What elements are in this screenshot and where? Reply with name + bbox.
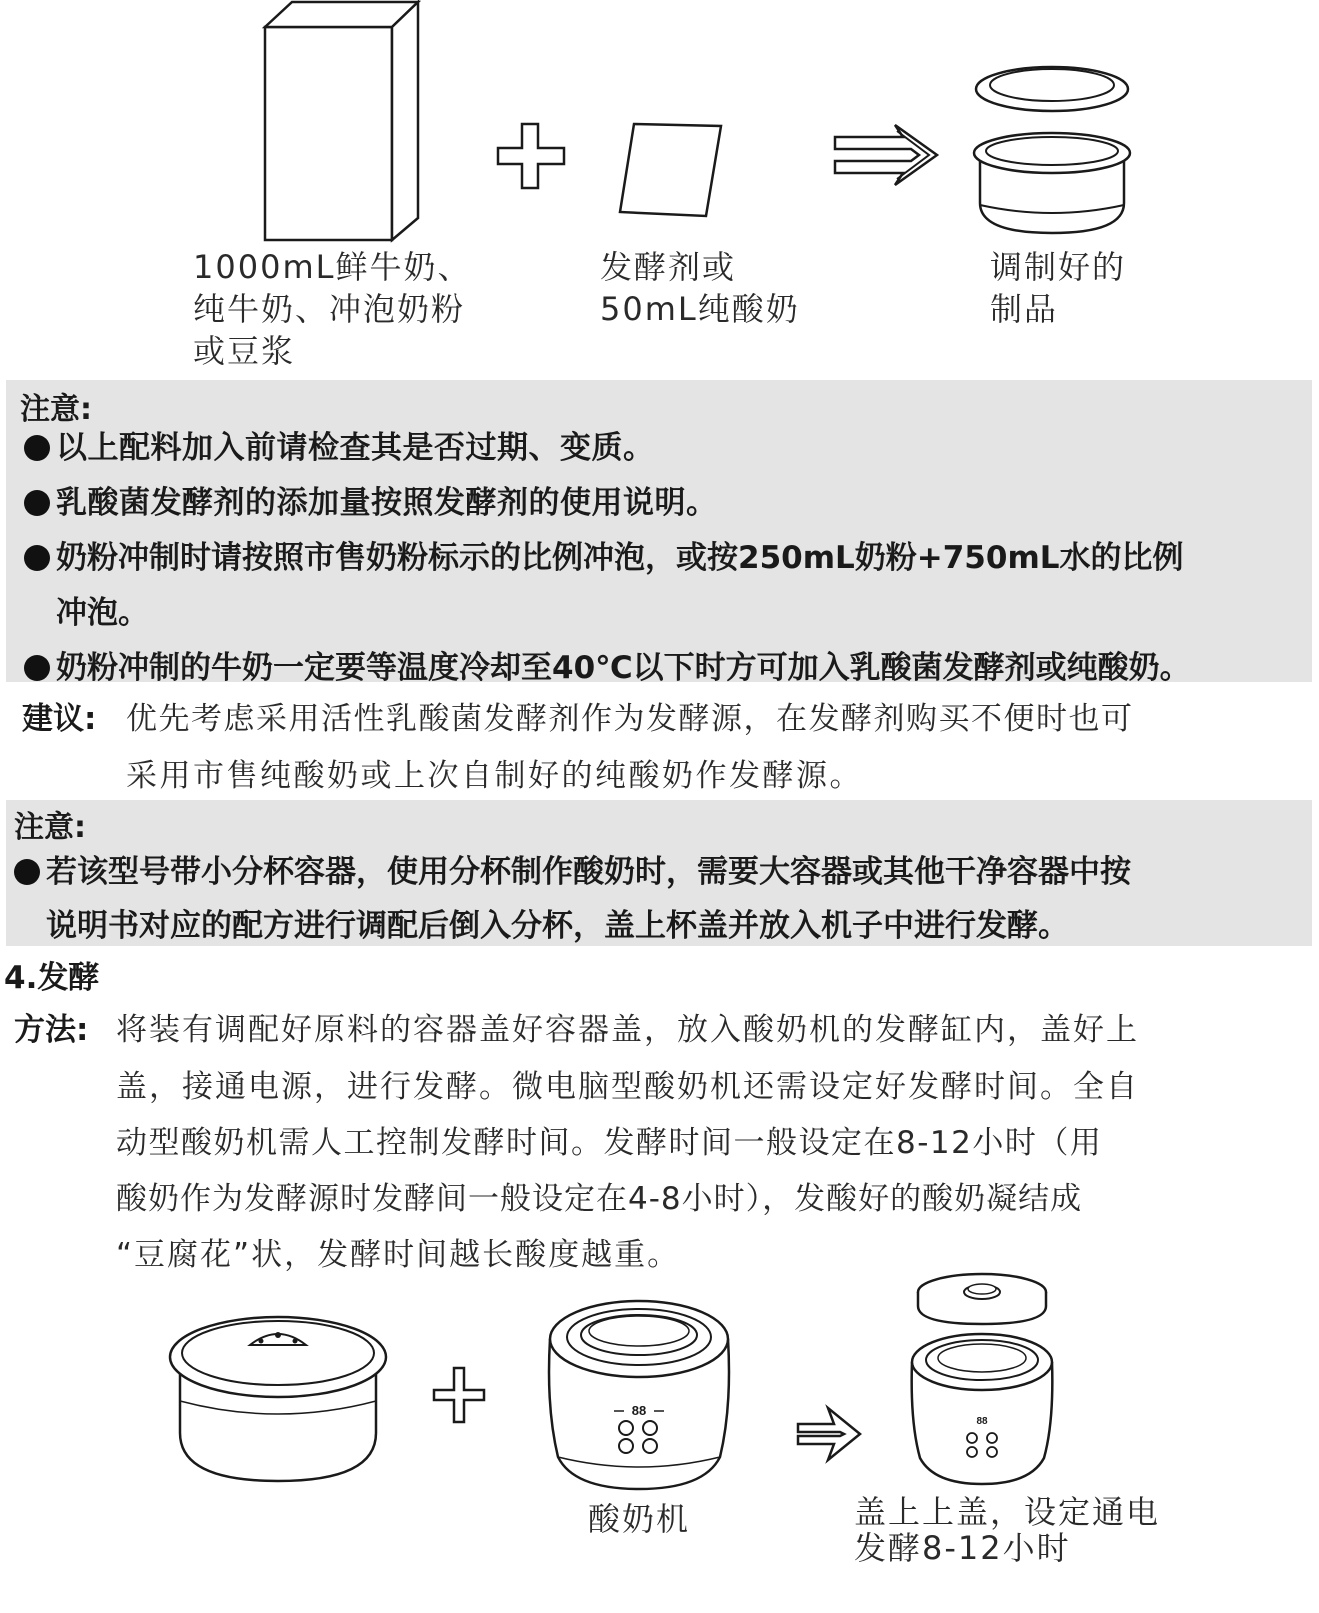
plus-icon: [496, 122, 566, 190]
notice-box-cups: [6, 800, 1312, 946]
section-heading: 4.发酵: [4, 960, 100, 996]
covered-container-icon: [166, 1305, 390, 1485]
bullet-icon: [14, 859, 40, 885]
starter-caption-line: 发酵剂或: [600, 248, 737, 286]
starter-caption-line: 50mL纯酸奶: [600, 290, 800, 328]
suggestion-line: 优先考虑采用活性乳酸菌发酵剂作为发酵源，在发酵剂购买不便时也可: [126, 701, 1134, 737]
notice-item: [24, 422, 655, 467]
notice-item-text: 以上配料加入前请检查其是否过期、变质。: [56, 430, 655, 466]
notice-item-text: 乳酸菌发酵剂的添加量按照发酵剂的使用说明。: [56, 485, 718, 521]
milk-caption-line: 1000mL鲜牛奶、: [193, 248, 472, 286]
product-caption: [990, 246, 1126, 330]
display-digits: 88: [631, 1403, 647, 1418]
display-digits: 88: [976, 1416, 988, 1427]
notice-box-ingredients: [6, 380, 1312, 686]
notice-item-continued: 冲泡。: [56, 595, 149, 631]
milk-caption: [193, 246, 471, 372]
notice-title: 注意:: [14, 810, 86, 845]
double-arrow-icon: [796, 1402, 862, 1466]
notice-item-text: 奶粉冲制时请按照市售奶粉标示的比例冲泡，或按250mL奶粉+750mL水的比例: [56, 540, 1184, 576]
notice-item-text: 若该型号带小分杯容器，使用分杯制作酸奶时，需要大容器或其他干净容器中按: [46, 854, 1131, 890]
bullet-icon: [24, 655, 50, 681]
method-line: 将装有调配好原料的容器盖好容器盖，放入酸奶机的发酵缸内，盖好上: [116, 1012, 1139, 1048]
bullet-icon: [24, 545, 50, 571]
notice-item: [24, 642, 1191, 687]
double-arrow-icon: [833, 123, 939, 187]
yogurt-maker-icon: [544, 1297, 734, 1493]
method-line: 盖，接通电源，进行发酵。微电脑型酸奶机还需设定好发酵时间。全自: [116, 1069, 1139, 1105]
notice-title: 注意:: [20, 392, 92, 427]
method-label: 方法:: [14, 1012, 89, 1048]
notice-item: [14, 846, 1131, 891]
result-caption-line: 发酵8-12小时: [854, 1529, 1071, 1567]
notice-item-continued: 说明书对应的配方进行调配后倒入分杯，盖上杯盖并放入机子中进行发酵。: [46, 908, 1069, 944]
method-line: 动型酸奶机需人工控制发酵时间。发酵时间一般设定在8-12小时（用: [116, 1125, 1103, 1161]
notice-item-text: 奶粉冲制的牛奶一定要等温度冷却至40℃以下时方可加入乳酸菌发酵剂或纯酸奶。: [56, 650, 1191, 686]
finished-container-icon: [972, 65, 1137, 237]
product-caption-line: 制品: [990, 290, 1059, 328]
starter-sachet-icon: [618, 120, 724, 218]
milk-caption-line: 或豆浆: [193, 332, 296, 370]
method-line: “豆腐花”状，发酵时间越长酸度越重。: [116, 1237, 681, 1273]
milk-carton-icon: [262, 0, 422, 245]
plus-icon: [432, 1366, 486, 1424]
bullet-icon: [24, 435, 50, 461]
machine-caption: 酸奶机: [588, 1500, 691, 1538]
method-line: 酸奶作为发酵源时发酵间一般设定在4-8小时），发酸好的酸奶凝结成: [116, 1181, 1083, 1217]
product-caption-line: 调制好的: [990, 248, 1127, 286]
bullet-icon: [24, 490, 50, 516]
notice-item: [24, 532, 1184, 577]
milk-caption-line: 纯牛奶、冲泡奶粉: [193, 290, 466, 328]
notice-item: [24, 477, 718, 522]
suggestion-line: 采用市售纯酸奶或上次自制好的纯酸奶作发酵源。: [126, 758, 863, 794]
suggestion-label: 建议:: [22, 701, 97, 737]
result-caption-line: 盖上上盖，设定通电: [854, 1493, 1161, 1531]
result-caption: [854, 1494, 1160, 1566]
starter-caption: [600, 246, 800, 330]
maker-with-lid-icon: [908, 1272, 1058, 1492]
